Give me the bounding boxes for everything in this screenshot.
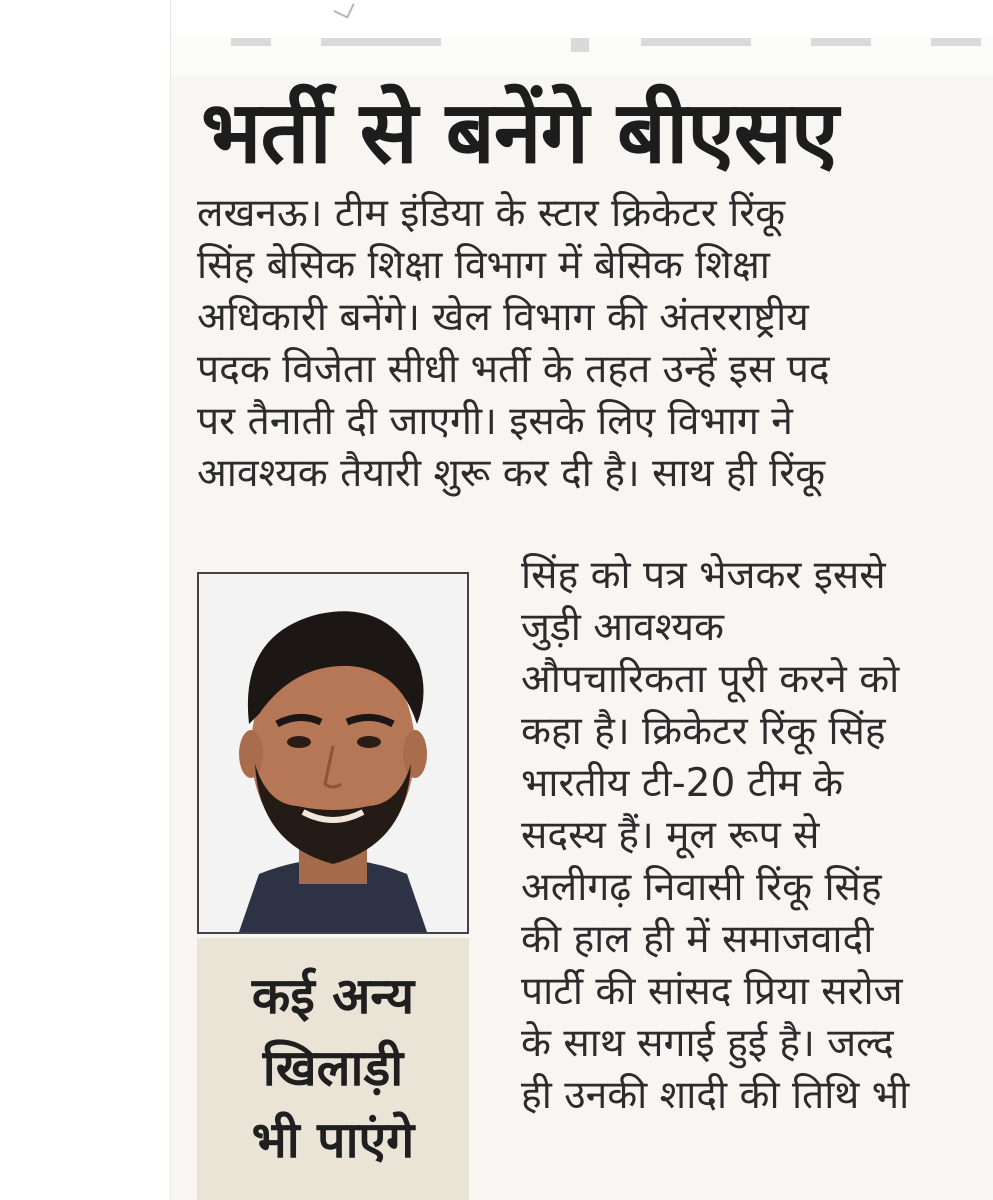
body-line: भारतीय टी-20 टीम के [521,761,844,806]
player-photo [197,572,469,934]
body-line: पार्टी की सांसद प्रिया सरोज [521,969,903,1014]
article-headline: भर्ती से बनेंगे बीएसए [201,83,838,183]
body-line: ही उनकी शादी की तिथि भी [521,1073,910,1118]
pullquote-line: खिलाड़ी [262,1039,404,1097]
portrait-illustration [199,574,467,932]
cropped-glyph [333,0,354,19]
body-line: अधिकारी बनेंगे। खेल विभाग की अंतरराष्ट्रीय [197,295,809,340]
pullquote-line: भी पाएंगे [251,1111,415,1169]
body-line: की हाल ही में समाजवादी [521,917,874,962]
pullquote-box [197,938,469,1200]
cropped-headline-strip [171,38,993,76]
newspaper-clipping[interactable] [171,38,993,1200]
body-line: आवश्यक तैयारी शुरू कर दी है। साथ ही रिंकू [197,451,826,496]
pullquote-line: कई अन्य [251,967,415,1025]
body-line: के साथ सगाई हुई है। जल्द [521,1021,894,1066]
body-line: सदस्य हैं। मूल रूप से [521,813,820,858]
body-line: सिंह को पत्र भेजकर इससे [521,553,886,598]
article-body-right [521,550,981,1122]
body-line: पदक विजेता सीधी भर्ती के तहत उन्हें इस पद [197,347,830,392]
body-line: पर तैनाती दी जाएगी। इसके लिए विभाग ने [197,399,793,444]
body-line: औपचारिकता पूरी करने को [521,657,900,702]
body-line: कहा है। क्रिकेटर रिंकू सिंह [521,709,886,754]
article-body-top [197,188,957,500]
body-line: अलीगढ़ निवासी रिंकू सिंह [521,865,882,910]
body-line: जुड़ी आवश्यक [521,605,724,650]
body-line: लखनऊ। टीम इंडिया के स्टार क्रिकेटर रिंकू [197,191,786,236]
body-line: सिंह बेसिक शिक्षा विभाग में बेसिक शिक्षा [197,243,770,288]
